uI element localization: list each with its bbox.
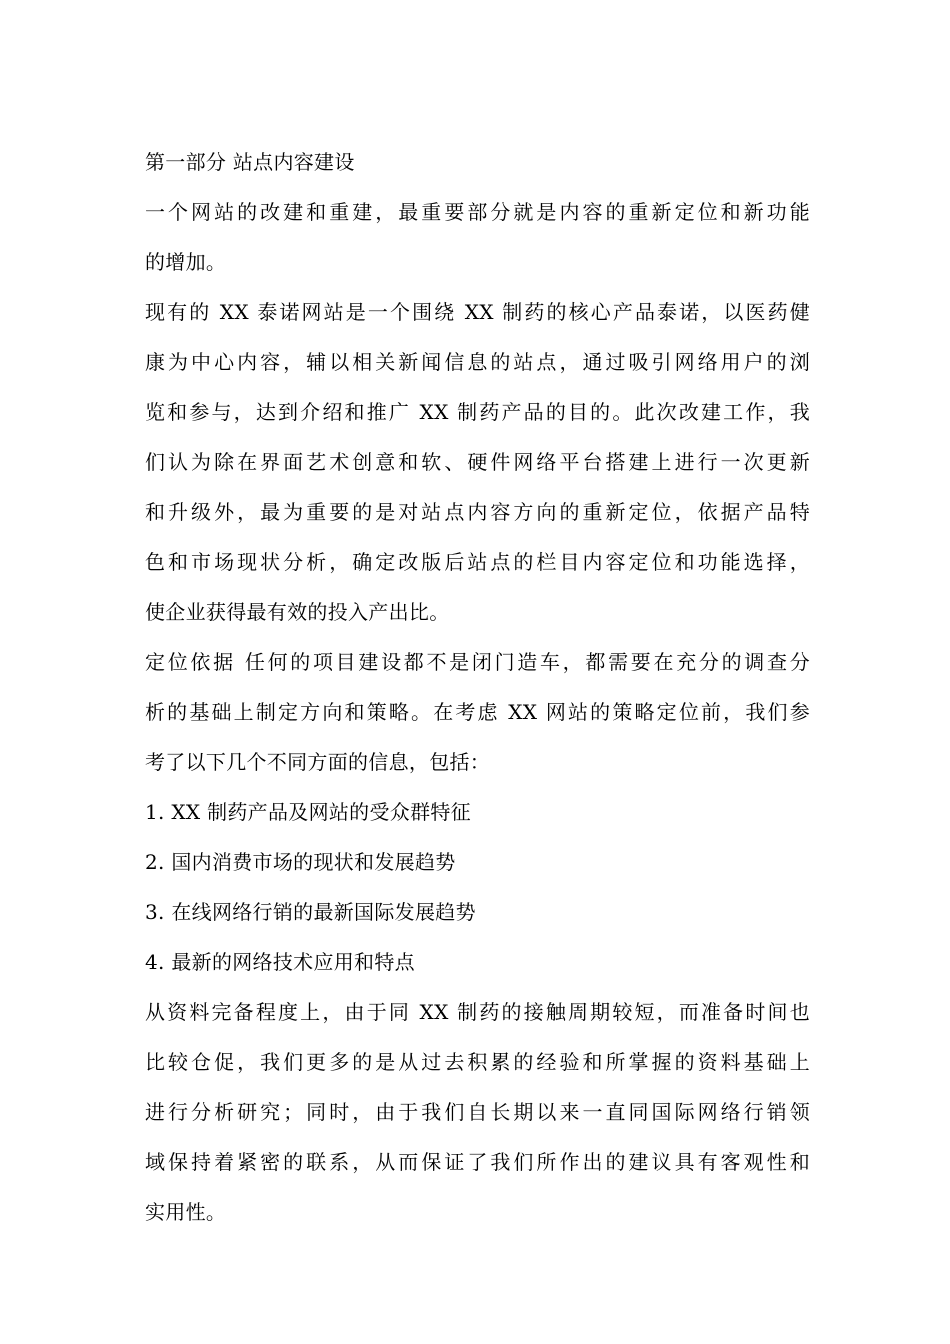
- paragraph-current-site: [145, 287, 810, 637]
- list-item: 2. 国内消费市场的现状和发展趋势: [145, 850, 456, 874]
- paragraph-intro: [145, 187, 810, 287]
- paragraph-positioning-basis: [145, 637, 810, 787]
- section-heading: 第一部分 站点内容建设: [145, 150, 355, 174]
- text-line: 色和市场现状分析，确定改版后站点的栏目内容定位和功能选择，: [145, 550, 810, 574]
- list-item: 1. XX 制药产品及网站的受众群特征: [145, 800, 471, 824]
- text-line: 康为中心内容，辅以相关新闻信息的站点，通过吸引网络用户的浏: [145, 350, 810, 374]
- text-line: 实用性。: [145, 1200, 227, 1224]
- text-line: 使企业获得最有效的投入产出比。: [145, 600, 450, 624]
- text-line: 定位依据 任何的项目建设都不是闭门造车，都需要在充分的调查分: [145, 650, 810, 674]
- text-line: 进行分析研究；同时，由于我们自长期以来一直同国际网络行销领: [145, 1100, 810, 1124]
- text-line: 从资料完备程度上，由于同 XX 制药的接触周期较短，而准备时间也: [145, 1000, 810, 1024]
- list-item: 4. 最新的网络技术应用和特点: [145, 950, 415, 974]
- document-page: [145, 137, 810, 1237]
- text-line: 的增加。: [145, 250, 227, 274]
- paragraph-research-basis: [145, 987, 810, 1237]
- numbered-list: [145, 787, 810, 987]
- text-line: 域保持着紧密的联系，从而保证了我们所作出的建议具有客观性和: [145, 1150, 810, 1174]
- text-line: 考了以下几个不同方面的信息，包括：: [145, 750, 491, 774]
- text-line: 们认为除在界面艺术创意和软、硬件网络平台搭建上进行一次更新: [145, 450, 810, 474]
- text-line: 一个网站的改建和重建，最重要部分就是内容的重新定位和新功能: [145, 200, 810, 224]
- text-line: 现有的 XX 泰诺网站是一个围绕 XX 制药的核心产品泰诺，以医药健: [145, 300, 810, 324]
- text-line: 览和参与，达到介绍和推广 XX 制药产品的目的。此次改建工作，我: [145, 400, 810, 424]
- text-line: 比较仓促，我们更多的是从过去积累的经验和所掌握的资料基础上: [145, 1050, 810, 1074]
- text-line: 和升级外，最为重要的是对站点内容方向的重新定位，依据产品特: [145, 500, 810, 524]
- text-line: 析的基础上制定方向和策略。在考虑 XX 网站的策略定位前，我们参: [145, 700, 810, 724]
- list-item: 3. 在线网络行销的最新国际发展趋势: [145, 900, 476, 924]
